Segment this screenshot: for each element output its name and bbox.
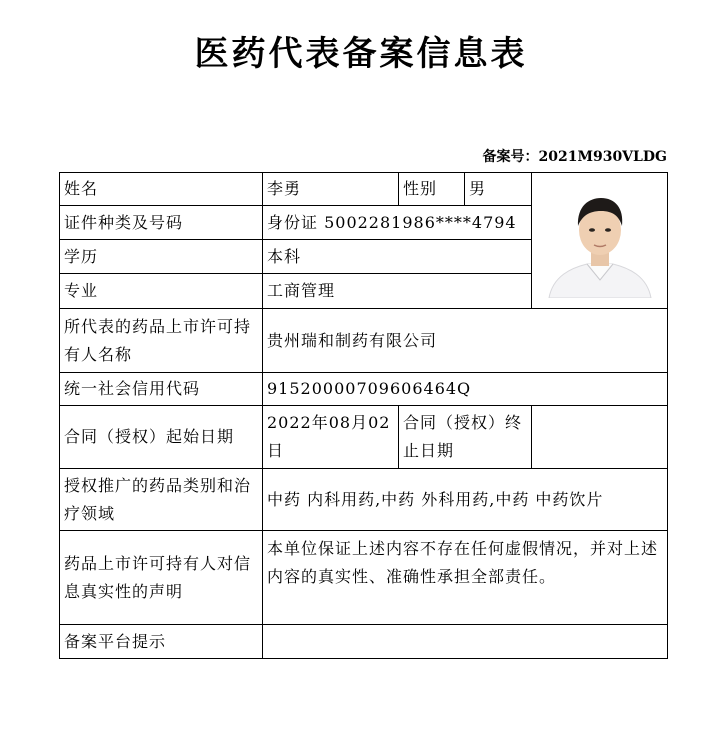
major-value: 工商管理 (263, 274, 532, 309)
table-row-name (60, 173, 668, 206)
declaration-value: 本单位保证上述内容不存在任何虚假情况，并对上述内容的真实性、准确性承担全部责任。 (263, 531, 668, 625)
platform-tip-value (263, 625, 668, 659)
contract-start-label: 合同（授权）起始日期 (60, 406, 263, 469)
table-row-scope (60, 469, 668, 531)
id-value: 身份证 5002281986****4794 (263, 206, 532, 240)
education-label: 学历 (60, 240, 263, 274)
gender-label: 性别 (399, 173, 465, 206)
info-table (59, 172, 668, 659)
record-number: 备案号：2021M930VLDG (482, 149, 667, 165)
credit-code-label: 统一社会信用代码 (60, 373, 263, 406)
table-row-credit-code (60, 373, 668, 406)
name-value: 李勇 (263, 173, 399, 206)
table-row-holder (60, 309, 668, 373)
contract-end-value (532, 406, 668, 469)
holder-value: 贵州瑞和制药有限公司 (263, 309, 668, 373)
id-type-label: 证件种类及号码 (60, 206, 263, 240)
holder-label: 所代表的药品上市许可持有人名称 (60, 309, 263, 373)
platform-tip-label: 备案平台提示 (60, 625, 263, 659)
major-label: 专业 (60, 274, 263, 309)
photo-cell (532, 173, 668, 309)
contract-end-label: 合同（授权）终止日期 (399, 406, 532, 469)
declaration-label: 药品上市许可持有人对信息真实性的声明 (60, 531, 263, 625)
table-row-contract (60, 406, 668, 469)
table-row-declaration (60, 531, 668, 625)
credit-code-value: 91520000709606464Q (263, 373, 668, 406)
contract-start-value: 2022年08月02日 (263, 406, 399, 469)
portrait-photo (543, 184, 657, 298)
scope-label: 授权推广的药品类别和治疗领域 (60, 469, 263, 531)
page-title: 医药代表备案信息表 (194, 34, 528, 74)
scope-value: 中药 内科用药,中药 外科用药,中药 中药饮片 (263, 469, 668, 531)
education-value: 本科 (263, 240, 532, 274)
name-label: 姓名 (60, 173, 263, 206)
table-row-platform-tip (60, 625, 668, 659)
gender-value: 男 (465, 173, 532, 206)
